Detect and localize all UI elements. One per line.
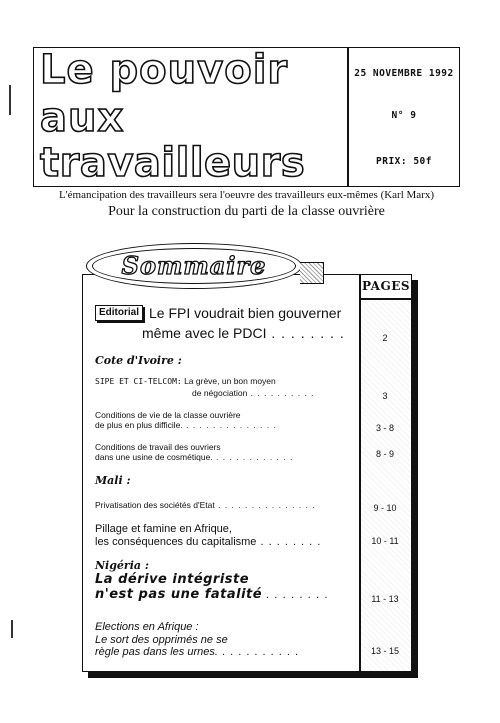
page-mali: 9 - 10 — [373, 503, 397, 513]
conditions1-line2: de plus en plus difficile. — [95, 419, 183, 430]
sipe-label: SIPE ET CI-TELCOM: — [95, 377, 182, 386]
toc-entry-nigeria: La dérive intégriste n'est pas une fatalité . . . . . . . . — [95, 573, 357, 603]
toc-entry-mali: Privatisation des sociétés d'Etat . . . . . . . . . . . . . . . — [95, 500, 316, 510]
nigeria-line1: La dérive intégriste — [95, 572, 250, 587]
conditions1-line1: Conditions de vie de la classe ouvrière — [95, 410, 241, 420]
title-line-1: Le pouvoir — [40, 47, 289, 93]
mali-text: Privatisation des sociétés d'Etat — [95, 500, 215, 510]
pages-header-rule — [361, 298, 411, 300]
elections-line3: règle pas dans les urnes. — [95, 646, 218, 659]
scan-mark-top — [9, 85, 11, 115]
sommaire-title: Sommaire — [121, 251, 267, 280]
toc-entry-pillage: Pillage et famine en Afrique, les conséquences du capitalisme . . . . . . . . — [95, 523, 357, 548]
scan-mark-bottom — [11, 620, 13, 638]
title-line-3: travailleurs — [40, 140, 306, 186]
page-pillage: 10 - 11 — [371, 536, 399, 546]
toc-entry-sipe-2: de négociation . . . . . . . . . . — [192, 388, 315, 398]
page-editorial: 2 — [382, 333, 388, 343]
page-nigeria: 11 - 13 — [371, 594, 399, 604]
subtitle: Pour la construction du parti de la classe ouvrière — [108, 204, 385, 219]
sipe-text-1: La grève, un bon moyen — [184, 376, 276, 386]
editorial-title-1: Le FPI voudrait bien gouverner — [149, 305, 342, 321]
pillage-line2: les conséquences du capitalisme — [95, 535, 257, 548]
page-sipe: 3 — [382, 391, 388, 401]
pillage-line1: Pillage et famine en Afrique, — [95, 523, 232, 535]
title-line-2: aux — [40, 95, 125, 141]
pages-column-shade — [361, 299, 411, 671]
editorial-title-2-row: même avec le PDCI . . . . . . . . — [142, 325, 345, 341]
toc-entry-conditions-vie: Conditions de vie de la classe ouvrière de plus en plus difficile. . . . . . . . . . . . . . . — [95, 411, 357, 431]
pages-header: PAGES — [361, 279, 411, 293]
issue-number: N° 9 — [391, 110, 417, 121]
conditions2-line2: dans une usine de cosmétique. — [95, 451, 213, 462]
section-mali: Mali : — [95, 474, 131, 487]
issue-price: PRIX: 50f — [376, 156, 432, 167]
sipe-text-2: de négociation — [192, 388, 248, 398]
section-cote-divoire: Cote d'Ivoire : — [95, 354, 182, 367]
page-elections: 13 - 15 — [370, 646, 400, 656]
toc-entry-conditions-travail: Conditions de travail des ouvriers dans une usine de cosmétique. . . . . . . . . . . . . — [95, 443, 357, 463]
masthead — [33, 47, 460, 187]
section-nigeria: Nigéria : — [95, 559, 149, 572]
elections-line2: Le sort des opprimés ne se — [95, 633, 228, 646]
issue-date: 25 NOVEMBRE 1992 — [354, 68, 454, 79]
banner-ribbon — [300, 262, 324, 284]
toc-entry-editorial — [95, 305, 357, 323]
nigeria-line2: n'est pas une fatalité — [95, 586, 263, 602]
elections-line1: Elections en Afrique : — [95, 621, 199, 633]
toc-entry-elections: Elections en Afrique : Le sort des opprimés ne se règle pas dans les urnes. . . . . . . . . . . — [95, 621, 357, 659]
toc-entry-sipe — [95, 377, 357, 387]
editorial-badge: Editorial — [95, 305, 143, 321]
page-conditions-vie: 3 - 8 — [375, 423, 394, 433]
tagline: L'émancipation des travailleurs sera l'oeuvre des travailleurs eux-mêmes (Karl Marx) — [58, 189, 435, 201]
page-conditions-travail: 8 - 9 — [375, 449, 394, 459]
conditions2-line1: Conditions de travail des ouvriers — [95, 442, 221, 452]
editorial-title-2: même avec le PDCI — [142, 325, 267, 341]
